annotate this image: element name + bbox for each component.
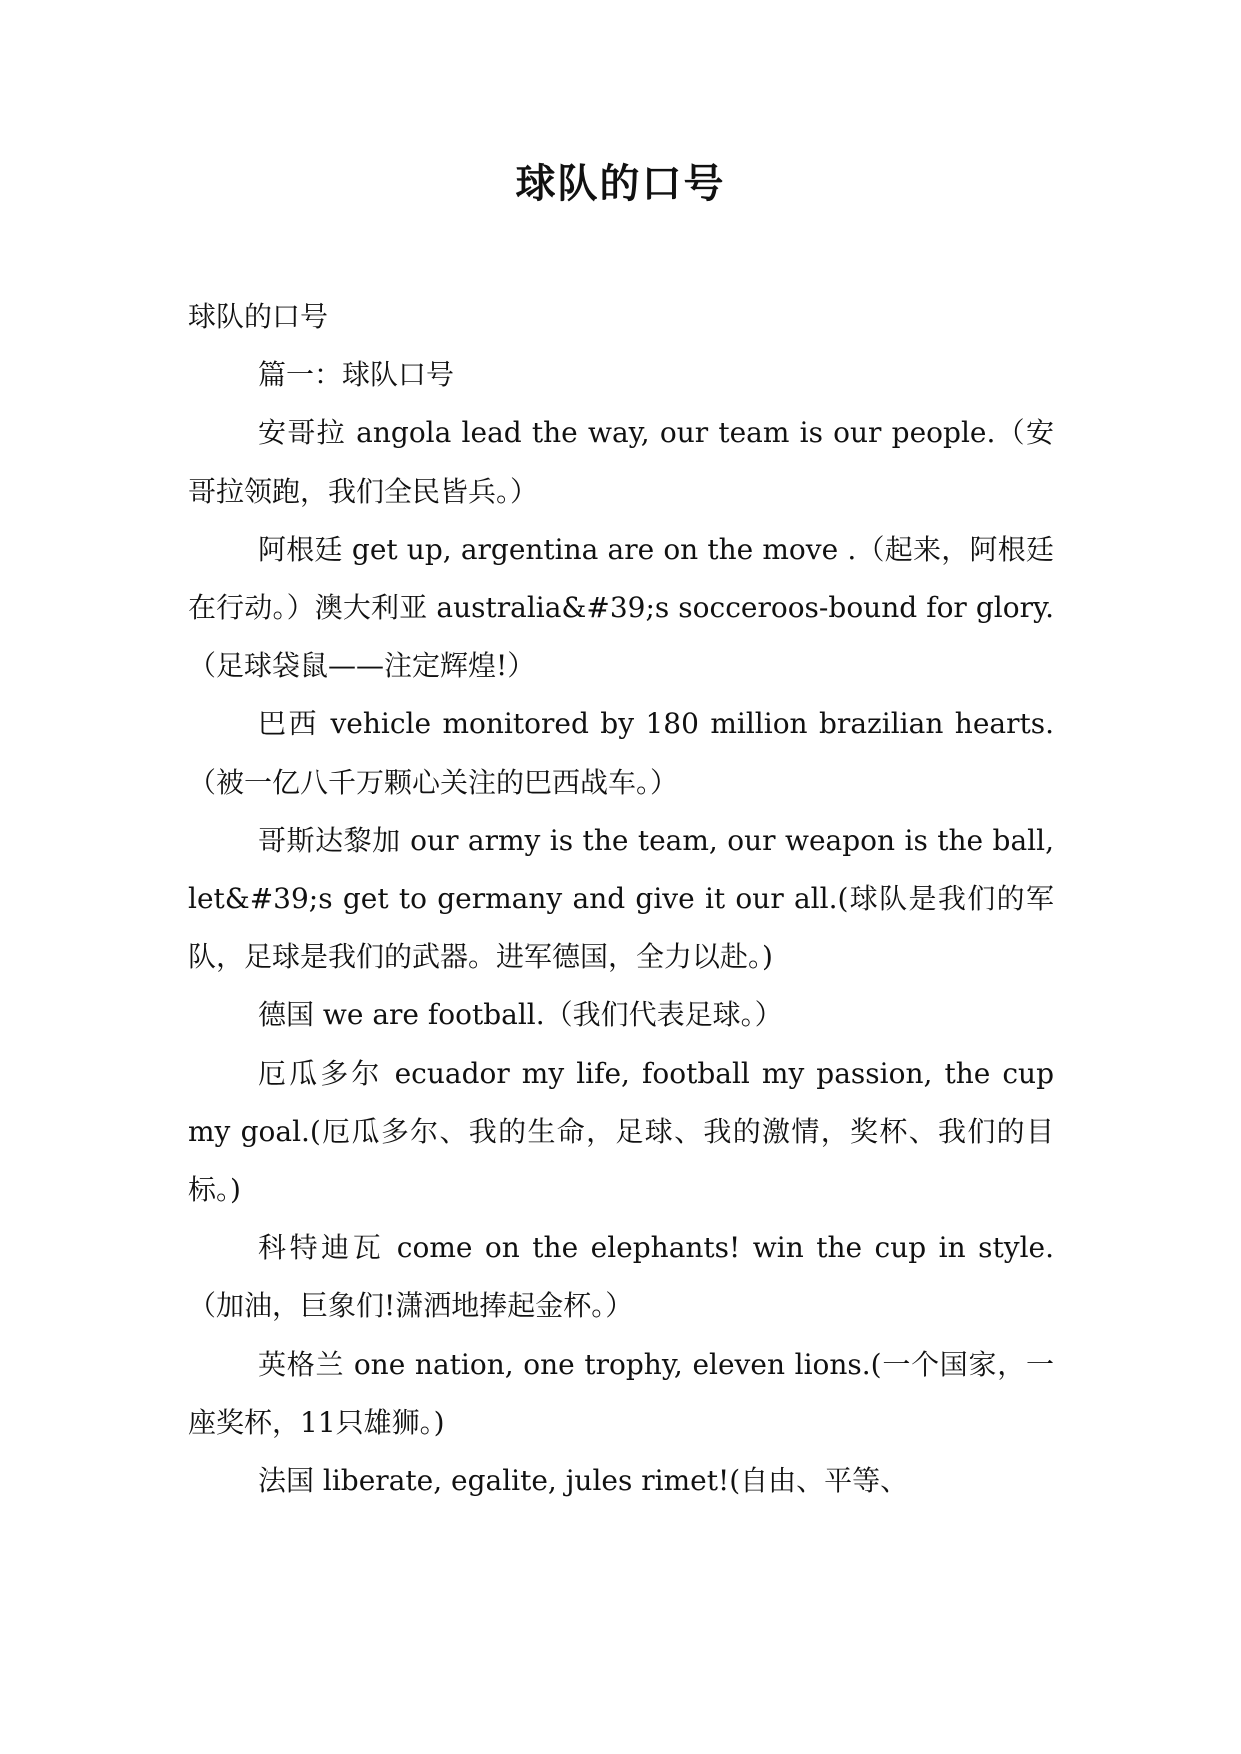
paragraph-ecuador: 厄瓜多尔 ecuador my life, football my passion, the cup my goal.(厄瓜多尔、我的生命，足球、我的激情，奖杯、我们的目标。) bbox=[188, 1056, 1054, 1207]
paragraph-argentina-australia: 阿根廷 get up, argentina are on the move .（起来，阿根廷在行动。）澳大利亚 australia&#39;s socceroos-bound for glory.（足球袋鼠——注定辉煌!） bbox=[188, 532, 1054, 683]
paragraph-heading: 球队的口号 bbox=[188, 300, 329, 333]
document-body bbox=[188, 288, 1054, 1510]
paragraph-england: 英格兰 one nation, one trophy, eleven lions.(一个国家，一座奖杯，11只雄狮。) bbox=[188, 1347, 1054, 1439]
paragraph-brazil: 巴西 vehicle monitored by 180 million brazilian hearts.（被一亿八千万颗心关注的巴西战车。） bbox=[188, 707, 1054, 799]
paragraph-germany: 德国 we are football.（我们代表足球。） bbox=[258, 998, 783, 1032]
paragraph-costa-rica: 哥斯达黎加 our army is the team, our weapon is the ball, let&#39;s get to germany and give it our all.(球队是我们的军队，足球是我们的武器。进军德国，全力以赴。) bbox=[188, 823, 1054, 974]
paragraph-ivory-coast: 科特迪瓦 come on the elephants! win the cup in style.（加油，巨象们!潇洒地捧起金杯。） bbox=[188, 1231, 1054, 1323]
paragraph-angola: 安哥拉 angola lead the way, our team is our people.（安哥拉领跑，我们全民皆兵。） bbox=[188, 416, 1054, 508]
paragraph-france: 法国 liberate, egalite, jules rimet!(自由、平等、 bbox=[258, 1464, 909, 1498]
paragraph-section-title: 篇一：球队口号 bbox=[258, 358, 455, 392]
document-title: 球队的口号 bbox=[515, 161, 726, 207]
